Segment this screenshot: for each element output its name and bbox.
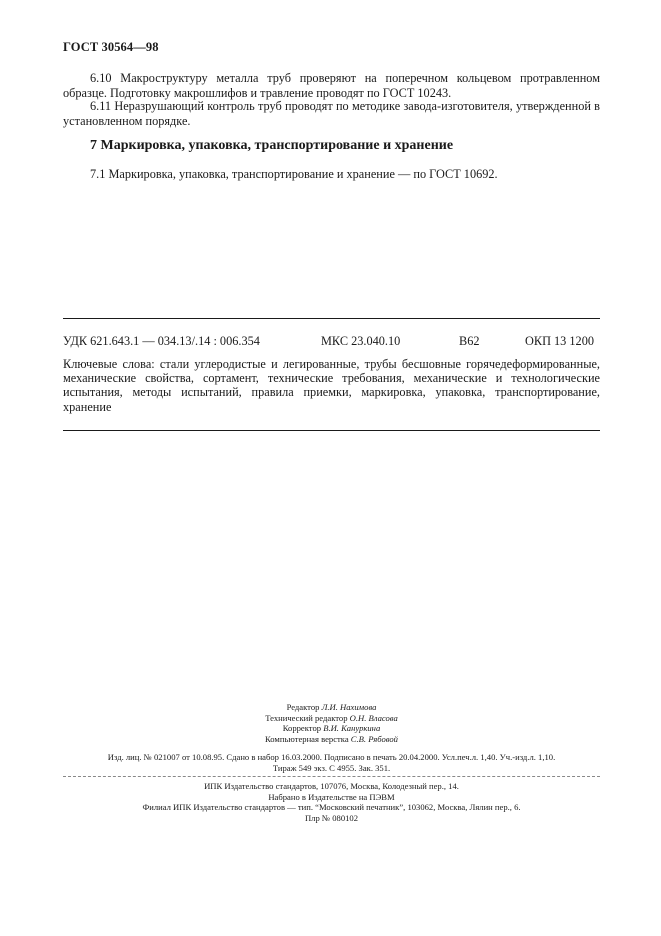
standard-header: ГОСТ 30564—98 bbox=[63, 40, 159, 54]
publication-info bbox=[63, 752, 600, 773]
top-rule bbox=[63, 318, 600, 319]
paragraph-7-1: 7.1 Маркировка, упаковка, транспортирование и хранение — по ГОСТ 10692. bbox=[90, 167, 498, 181]
udk-code: УДК 621.643.1 — 034.13/.14 : 006.354 bbox=[63, 334, 260, 348]
publication-line-2: Тираж 549 экз. С 4955. Зак. 351. bbox=[272, 762, 391, 773]
paragraph-6-11: 6.11 Неразрушающий контроль труб проводят по методике завода-изготовителя, утвержденной в установленном порядке. bbox=[63, 99, 600, 128]
branch-line: Филиал ИПК Издательство стандартов — тип. “Московский печатник”, 103062, Москва, Лялин пер., 6. bbox=[142, 802, 521, 813]
editor-line: Редактор Л.И. Нахимова bbox=[286, 702, 377, 712]
publication-line-1: Изд. лиц. № 021007 от 10.08.95. Сдано в набор 16.03.2000. Подписано в печать 20.04.2000. Усл.печ.л. 1,40. Уч.-изд.л. 1,10. bbox=[107, 752, 556, 762]
typeset-line: Набрано в Издательстве на ПЭВМ bbox=[268, 791, 395, 802]
corrector-line: Корректор В.И. Кануркина bbox=[282, 723, 381, 734]
plr-line: Плр № 080102 bbox=[304, 812, 359, 823]
layout-line: Компьютерная верстка С.В. Рябовой bbox=[265, 733, 398, 744]
section-7-heading: 7 Маркировка, упаковка, транспортирование и хранение bbox=[90, 138, 454, 153]
okp-code: ОКП 13 1200 bbox=[525, 334, 595, 348]
tech-editor-line: Технический редактор О.Н. Власова bbox=[265, 712, 398, 723]
group-code: В62 bbox=[459, 334, 480, 348]
imprint-divider bbox=[63, 776, 600, 777]
keywords-block: Ключевые слова: стали углеродистые и легированные, трубы бесшовные горячедеформированные, механические свойства, сортамент, технические требования, механические и технологические испытания, методы испытаний, правила приемки, маркировка, упаковка, транспортирование, хранение bbox=[63, 357, 600, 414]
publisher-block bbox=[63, 781, 600, 823]
paragraph-6-10: 6.10 Макроструктуру металла труб проверяют на поперечном кольцевом протравленном образце. Подготовку макрошлифов и травление проводят по ГОСТ 10243. bbox=[63, 71, 600, 100]
publisher-line: ИПК Издательство стандартов, 107076, Москва, Колодезный пер., 14. bbox=[204, 781, 459, 791]
mks-code: МКС 23.040.10 bbox=[321, 334, 401, 348]
credits-block bbox=[63, 702, 600, 744]
bottom-rule bbox=[63, 430, 600, 431]
